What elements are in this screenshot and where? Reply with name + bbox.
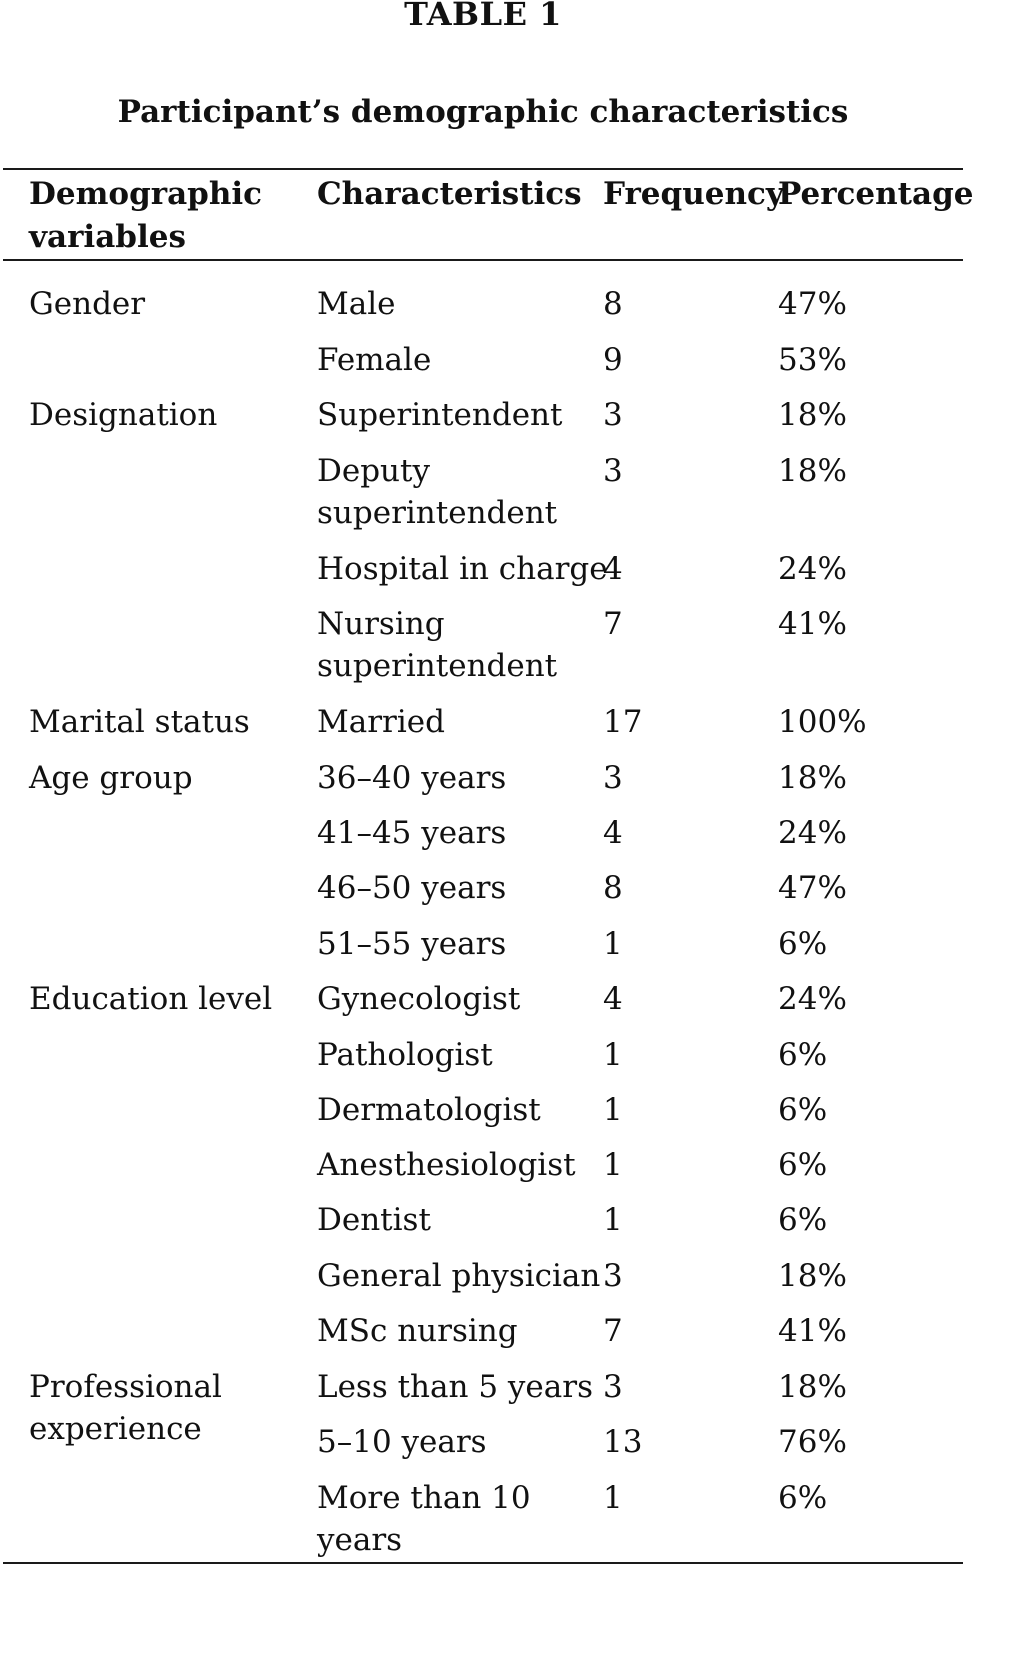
cell-variable: Designation <box>29 397 218 433</box>
cell-frequency: 9 <box>603 342 623 378</box>
cell-percentage: 18% <box>778 397 847 433</box>
cell-frequency: 3 <box>603 397 623 433</box>
cell-frequency: 3 <box>603 1369 623 1405</box>
cell-characteristic: Anesthesiologist <box>317 1147 576 1183</box>
cell-percentage: 24% <box>778 815 847 851</box>
cell-characteristic-line2: superintendent <box>317 495 558 531</box>
cell-characteristic: 41–45 years <box>317 815 507 851</box>
cell-characteristic: Deputy <box>317 453 430 489</box>
cell-variable: Marital status <box>29 704 250 740</box>
header-frequency: Frequency <box>603 176 784 212</box>
cell-percentage: 18% <box>778 453 847 489</box>
cell-frequency: 1 <box>603 926 623 962</box>
cell-frequency: 3 <box>603 453 623 489</box>
table-title: Participant’s demographic characteristics <box>117 94 849 130</box>
cell-frequency: 7 <box>603 606 623 642</box>
cell-variable: Education level <box>29 981 273 1017</box>
cell-frequency: 4 <box>603 815 623 851</box>
cell-frequency: 3 <box>603 1258 623 1294</box>
cell-percentage: 6% <box>778 1202 828 1238</box>
cell-percentage: 18% <box>778 1369 847 1405</box>
cell-variable-line2: experience <box>29 1411 202 1447</box>
cell-characteristic: Male <box>317 286 396 322</box>
cell-percentage: 24% <box>778 981 847 1017</box>
table-label: TABLE 1 <box>404 0 562 33</box>
cell-frequency: 1 <box>603 1037 623 1073</box>
cell-characteristic: 46–50 years <box>317 870 507 906</box>
cell-percentage: 6% <box>778 1147 828 1183</box>
cell-characteristic-line2: superintendent <box>317 648 558 684</box>
cell-percentage: 76% <box>778 1424 847 1460</box>
cell-variable: Gender <box>29 286 146 322</box>
header-rule <box>3 259 963 261</box>
cell-percentage: 6% <box>778 1480 828 1516</box>
cell-characteristic: General physician <box>317 1258 601 1294</box>
cell-frequency: 1 <box>603 1147 623 1183</box>
header-variables-line1: Demographic <box>29 176 263 212</box>
cell-characteristic: Hospital in charge <box>317 551 608 587</box>
cell-percentage: 41% <box>778 1313 847 1349</box>
cell-characteristic: 5–10 years <box>317 1424 487 1460</box>
cell-frequency: 3 <box>603 760 623 796</box>
cell-frequency: 8 <box>603 286 623 322</box>
cell-characteristic: Gynecologist <box>317 981 521 1017</box>
cell-percentage: 47% <box>778 870 847 906</box>
cell-variable: Age group <box>29 760 193 796</box>
cell-percentage: 6% <box>778 1037 828 1073</box>
cell-percentage: 6% <box>778 926 828 962</box>
cell-variable: Professional <box>29 1369 222 1405</box>
cell-percentage: 18% <box>778 1258 847 1294</box>
cell-characteristic: Pathologist <box>317 1037 493 1073</box>
header-percentage: Percentage <box>778 176 974 212</box>
cell-characteristic: Dentist <box>317 1202 431 1238</box>
cell-characteristic: Less than 5 years <box>317 1369 593 1405</box>
cell-characteristic: Superintendent <box>317 397 563 433</box>
cell-percentage: 18% <box>778 760 847 796</box>
cell-percentage: 100% <box>778 704 867 740</box>
cell-percentage: 53% <box>778 342 847 378</box>
cell-characteristic: MSc nursing <box>317 1313 518 1349</box>
cell-percentage: 6% <box>778 1092 828 1128</box>
cell-frequency: 1 <box>603 1202 623 1238</box>
cell-percentage: 41% <box>778 606 847 642</box>
cell-frequency: 7 <box>603 1313 623 1349</box>
header-characteristics: Characteristics <box>317 176 582 212</box>
cell-frequency: 4 <box>603 981 623 1017</box>
top-rule <box>3 168 963 170</box>
cell-percentage: 47% <box>778 286 847 322</box>
cell-percentage: 24% <box>778 551 847 587</box>
cell-characteristic: Female <box>317 342 432 378</box>
cell-characteristic: 36–40 years <box>317 760 507 796</box>
header-variables-line2: variables <box>29 219 186 255</box>
cell-characteristic: Married <box>317 704 445 740</box>
cell-frequency: 1 <box>603 1092 623 1128</box>
cell-characteristic-line2: years <box>317 1522 403 1558</box>
cell-frequency: 4 <box>603 551 623 587</box>
cell-characteristic: 51–55 years <box>317 926 507 962</box>
cell-frequency: 1 <box>603 1480 623 1516</box>
cell-characteristic: Dermatologist <box>317 1092 541 1128</box>
cell-characteristic: Nursing <box>317 606 445 642</box>
cell-frequency: 8 <box>603 870 623 906</box>
cell-frequency: 13 <box>603 1424 643 1460</box>
bottom-rule <box>3 1562 963 1564</box>
cell-characteristic: More than 10 <box>317 1480 531 1516</box>
cell-frequency: 17 <box>603 704 643 740</box>
